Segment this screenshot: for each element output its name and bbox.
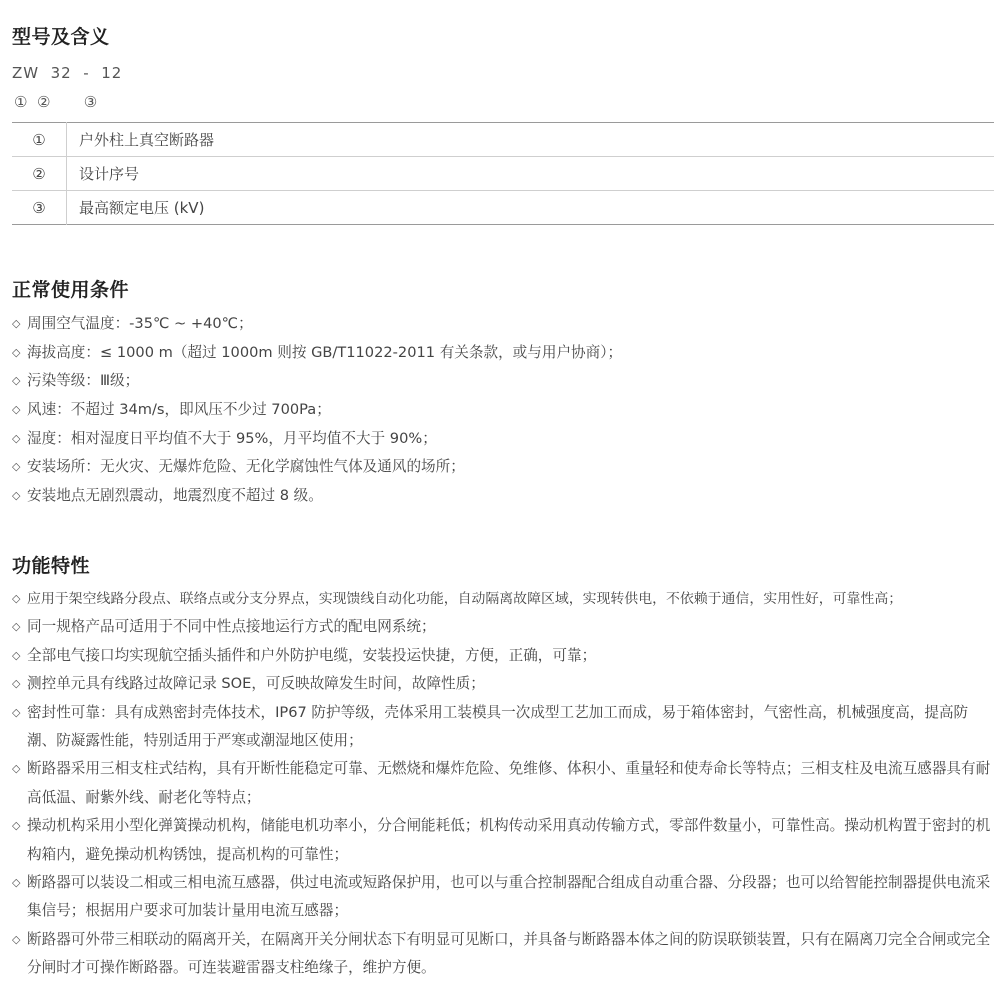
diamond-bullet-icon: ◇ [12,460,21,474]
row-description: 设计序号 [67,157,995,191]
diamond-bullet-icon: ◇ [12,620,21,634]
list-item [12,699,995,756]
list-item [12,425,996,454]
list-item-text: 全部电气接口均实现航空插头插件和户外防护电缆，安装投运快捷，方便，正确，可靠； [27,646,597,664]
list-item-text: 应用于架空线路分段点、联络点或分支分界点，实现馈线自动化功能，自动隔离故障区域，实现转供电，不依赖于通信，实用性好，可靠性高； [27,591,903,607]
list-item-text: 同一规格产品可适用于不同中性点接地运行方式的配电网系统； [27,618,436,636]
diamond-bullet-icon: ◇ [12,345,21,359]
diamond-bullet-icon: ◇ [12,876,21,890]
model-code: ZW 32 - 12 [12,64,123,82]
list-item-text: 污染等级：Ⅲ级； [27,372,140,390]
conditions-list [12,310,996,511]
features-list [12,585,996,983]
list-item [12,642,996,670]
diamond-bullet-icon: ◇ [12,317,21,330]
list-item [12,482,996,511]
row-number: ③ [12,191,67,225]
table-row [12,191,994,225]
model-code-marks: ① ② ③ [14,93,98,111]
list-item-text: 密封性可靠：具有成熟密封壳体技术，IP67 防护等级，壳体采用工装模具一次成型工艺加工而成，易于箱体密封，气密性高，机械强度高，提高防潮、防凝露性能，特别适用于严寒或潮湿地区使用； [27,703,969,750]
list-item-text: 断路器采用三相支柱式结构，具有开断性能稳定可靠、无燃烧和爆炸危险、免维修、体积小、重量轻和使寿命长等特点；三相支柱及电流互感器具有耐高低温、耐紫外线、耐老化等特点； [27,760,991,806]
list-item-text: 断路器可外带三相联动的隔离开关，在隔离开关分闸状态下有明显可见断口，并具备与断路器本体之间的防误联锁装置，只有在隔离刀完全合闸或完全分闸时才可操作断路器。可连装避雷器支柱绝缘子，维护方便。 [27,930,991,977]
diamond-bullet-icon: ◇ [12,819,21,833]
model-section-title: 型号及含义 [12,26,110,48]
diamond-bullet-icon: ◇ [12,648,21,662]
row-number: ② [12,157,67,191]
list-item [12,585,996,613]
row-description: 最高额定电压 (kV) [79,199,205,217]
list-item [12,396,996,425]
table-row [12,123,994,157]
list-item-text: 周围空气温度：-35℃ ~ +40℃； [27,315,253,332]
list-item-text: 湿度：相对湿度日平均值不大于 95%，月平均值不大于 90%； [27,429,437,447]
list-item-text: 断路器可以装设二相或三相电流互感器，供过电流或短路保护用，也可以与重合控制器配合组成自动重合器、分段器；也可以给智能控制器提供电流采集信号；根据用户要求可加装计量用电流互感器； [27,874,991,920]
row-description: 户外柱上真空断路器 [67,123,995,157]
diamond-bullet-icon: ◇ [12,403,21,417]
list-item [12,670,996,698]
model-meaning-table [12,122,994,225]
list-item [12,613,996,641]
list-item-text: 海拔高度：≤ 1000 m（超过 1000m 则按 GB/T11022-2011 有关条款，或与用户协商）； [27,343,623,361]
list-item [12,812,995,869]
list-item-text: 操动机构采用小型化弹簧操动机构，储能电机功率小，分合闸能耗低；机构传动采用真动传输方式，零部件数量小，可靠性高。操动机构置于密封的机构箱内，避免操动机构锈蚀，提高机构的可靠性； [27,817,991,863]
diamond-bullet-icon: ◇ [12,677,21,691]
list-item-text: 安装场所：无火灾、无爆炸危险、无化学腐蚀性气体及通风的场所； [27,458,465,476]
list-item [12,755,995,812]
list-item [12,869,995,926]
diamond-bullet-icon: ◇ [12,705,21,719]
diamond-bullet-icon: ◇ [12,932,21,946]
diamond-bullet-icon: ◇ [12,489,21,503]
row-number: ① [12,123,67,157]
conditions-section-title: 正常使用条件 [12,279,130,301]
list-item [12,310,996,339]
list-item-text: 测控单元具有线路过故障记录 SOE，可反映故障发生时间，故障性质； [27,675,485,693]
diamond-bullet-icon: ◇ [12,592,21,605]
diamond-bullet-icon: ◇ [12,374,21,388]
diamond-bullet-icon: ◇ [12,762,21,776]
list-item-text: 安装地点无剧烈震动，地震烈度不超过 8 级。 [27,487,323,505]
table-row [12,157,994,191]
diamond-bullet-icon: ◇ [12,431,21,445]
list-item [12,339,996,368]
list-item-text: 风速：不超过 34m/s，即风压不少过 700Pa； [27,401,331,419]
list-item [12,367,996,396]
list-item [12,453,996,482]
features-section-title: 功能特性 [12,555,91,577]
list-item [12,926,995,983]
